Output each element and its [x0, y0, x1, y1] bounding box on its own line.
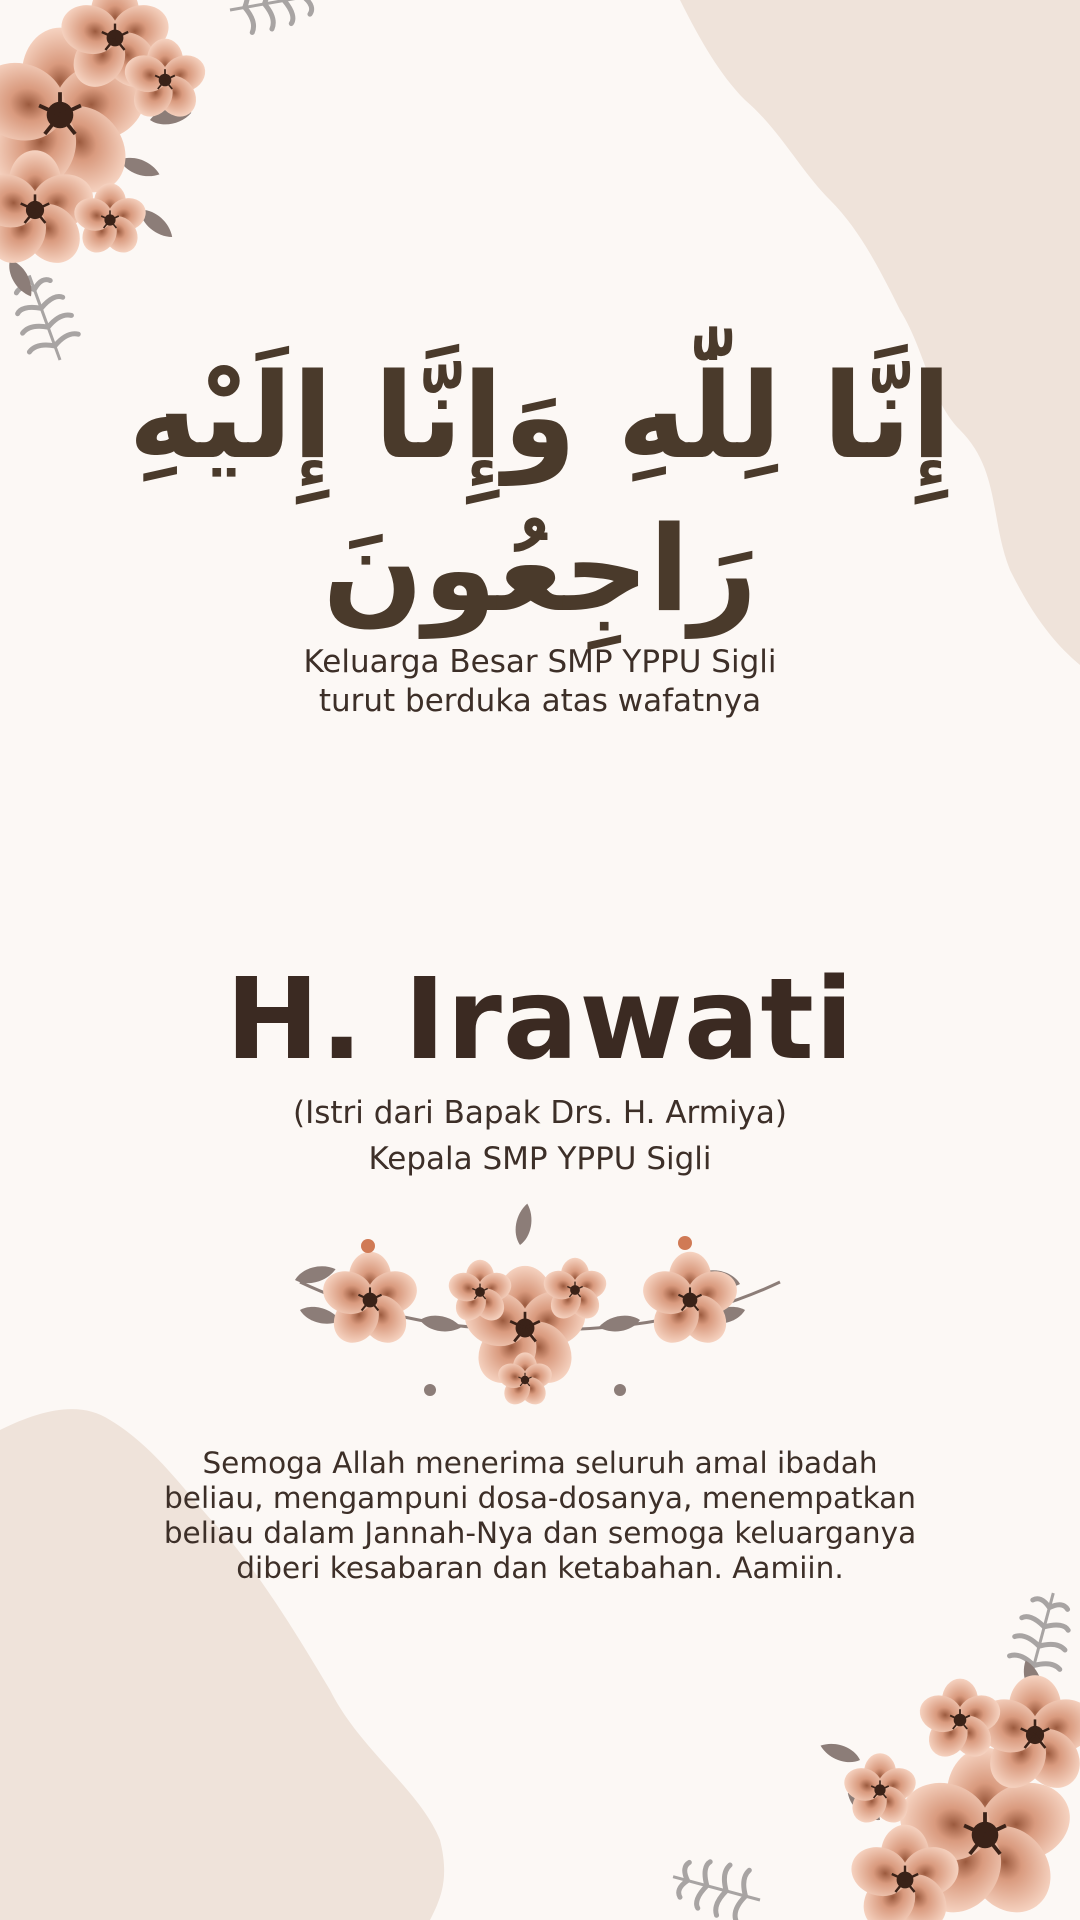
prayer-line-1: Semoga Allah menerima seluruh amal ibadah	[202, 1446, 878, 1480]
floral-corner-top-left	[0, 0, 323, 369]
floral-corner-bottom-right	[666, 1586, 1080, 1920]
prayer-line-2: beliau, mengampuni dosa-dosanya, menempatkan	[164, 1481, 916, 1515]
subtitle-line-1: (Istri dari Bapak Drs. H. Armiya)	[293, 1095, 787, 1131]
intro-text	[0, 643, 1080, 721]
prayer-text	[110, 1446, 970, 1586]
subtitle-line-2: Kepala SMP YPPU Sigli	[368, 1141, 712, 1177]
floral-divider	[293, 1202, 780, 1409]
prayer-line-4: diberi kesabaran dan ketabahan. Aamiin.	[236, 1551, 844, 1585]
subtitle	[0, 1090, 1080, 1182]
arabic-calligraphy: إِنَّا لِلّٰهِ وَإِنَّا إِلَيْهِ رَاجِعُونَ	[128, 347, 952, 639]
intro-line-1: Keluarga Besar SMP YPPU Sigli	[303, 644, 777, 680]
prayer-line-3: beliau dalam Jannah-Nya dan semoga keluarganya	[163, 1516, 917, 1550]
deceased-name: H. Irawati	[225, 955, 855, 1085]
intro-line-2: turut berduka atas wafatnya	[318, 683, 762, 719]
